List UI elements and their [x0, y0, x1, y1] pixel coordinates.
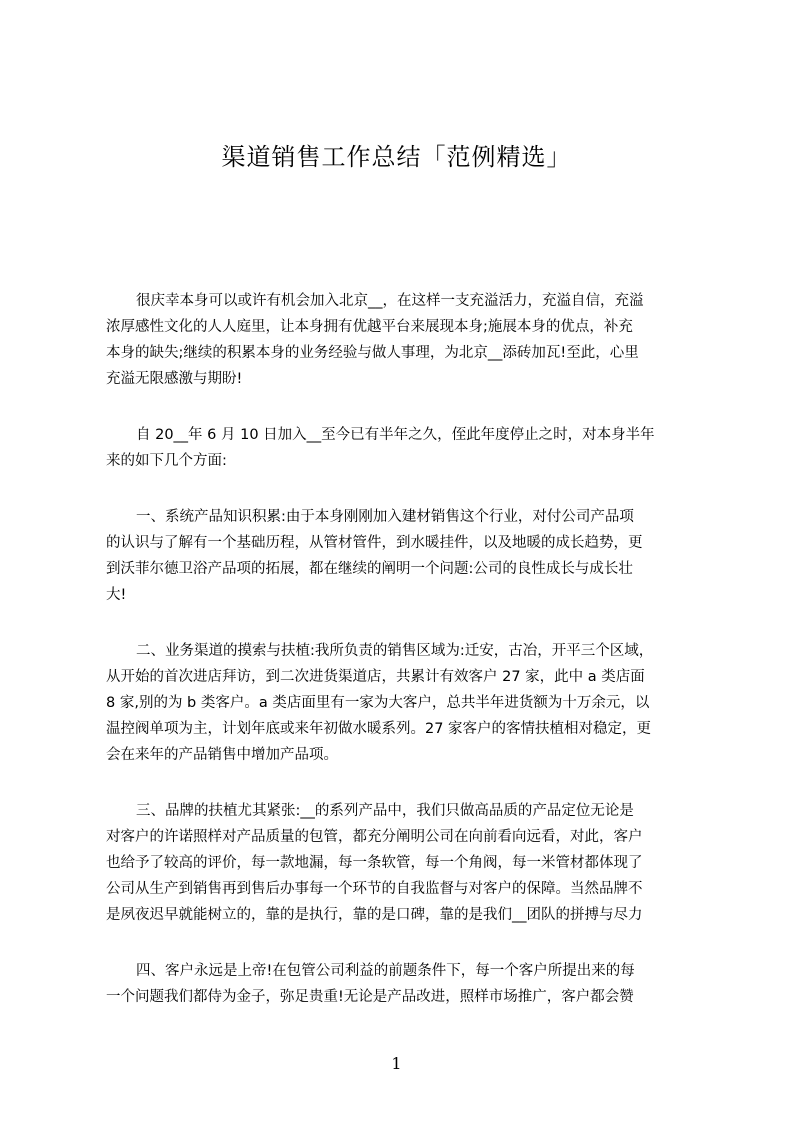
text-line: 浓厚感性文化的人人庭里，让本身拥有优越平台来展现本身;施展本身的优点，补充: [106, 319, 633, 335]
document-title: 渠道销售工作总结「范例精选」: [221, 143, 572, 171]
paragraph-period: [106, 422, 700, 474]
text-line: 三、品牌的扶植尤其紧张:__的系列产品中，我们只做高品质的产品定位无论是: [136, 803, 634, 819]
text-line: 一个问题我们都侍为金子，弥足贵重!无论是产品改进，照样市场推广，客户都会赞: [106, 989, 634, 1005]
text-line: 的认识与了解有一个基础历程，从管材管件，到水暖挂件，以及地暖的成长趋势，更: [106, 535, 643, 551]
text-line: 二、业务渠道的摸索与扶植:我所负责的销售区域为:迁安，古冶，开平三个区域，: [136, 643, 654, 659]
text-line: 公司从生产到销售再到售后办事每一个环节的自我监督与对客户的保障。当然品牌不: [106, 881, 643, 897]
text-line: 到沃菲尔德卫浴产品项的拓展，都在继续的阐明一个问题:公司的良性成长与成长壮: [106, 561, 633, 577]
text-line: 从开始的首次进店拜访，到二次进货渠道店，共累计有效客户 27 家，此中 a 类店面: [106, 669, 645, 685]
paragraph-customer-service: [106, 958, 700, 1010]
text-line: 本身的缺失;继续的积累本身的业务经验与做人事理，为北京__添砖加瓦!至此，心里: [106, 345, 639, 361]
document-body: [106, 288, 700, 1040]
paragraph-brand-building: [106, 798, 700, 928]
text-line: 大!: [106, 587, 127, 603]
text-line: 温控阀单项为主，计划年底或来年初做水暖系列。27 家客户的客情扶植相对稳定，更: [106, 721, 652, 737]
paragraph-intro: [106, 288, 700, 392]
text-line: 也给予了较高的评价，每一款地漏，每一条软管，每一个角阀，每一米管材都体现了: [106, 855, 643, 871]
paragraph-channel-development: [106, 638, 700, 768]
page-number: 1: [391, 1054, 402, 1073]
paragraph-product-knowledge: [106, 504, 700, 608]
text-line: 来的如下几个方面:: [106, 453, 227, 469]
text-line: 对客户的许诺照样对产品质量的包管，都充分阐明公司在向前看向远看，对此，客户: [106, 829, 643, 845]
text-line: 会在来年的产品销售中增加产品项。: [106, 747, 338, 763]
text-line: 充溢无限感激与期盼!: [106, 371, 243, 387]
text-line: 四、客户永远是上帝!在包管公司利益的前题条件下，每一个客户所提出来的每: [136, 963, 635, 979]
text-line: 是夙夜迟早就能树立的，靠的是执行，靠的是口碑，靠的是我们__团队的拼搏与尽力: [106, 907, 643, 923]
text-line: 很庆幸本身可以或许有机会加入北京__，在这样一支充溢活力，充溢自信，充溢: [136, 293, 644, 309]
text-line: 一、系统产品知识积累:由于本身刚刚加入建材销售这个行业，对付公司产品项: [136, 509, 634, 525]
text-line: 8 家,别的为 b 类客户。a 类店面里有一家为大客户，总共半年进货额为十万余元，以: [106, 695, 650, 711]
text-line: 自 20__年 6 月 10 日加入__至今已有半年之久，侄此年度停止之时，对本身半年: [136, 427, 655, 443]
